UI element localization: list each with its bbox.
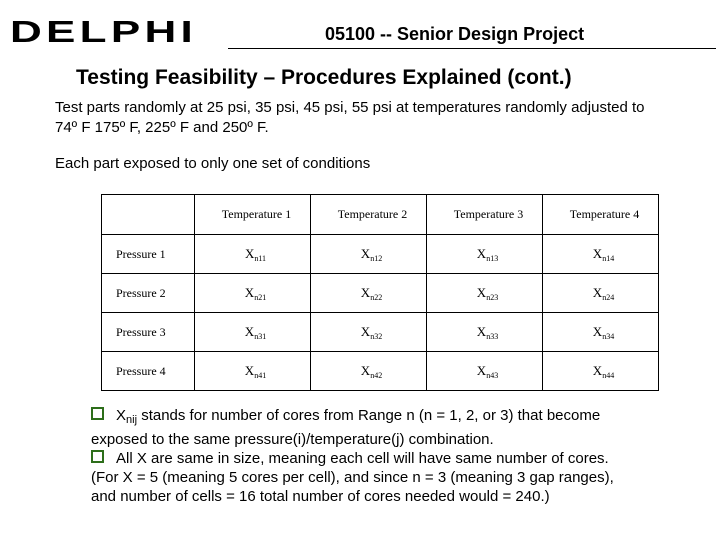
table-row: [102, 352, 659, 391]
table-header-row: [102, 195, 659, 235]
row-label: Pressure 1: [102, 235, 195, 274]
table-row: [102, 274, 659, 313]
table-cell: $X_{n23}$: [427, 274, 543, 313]
checkbox-bullet-icon: [91, 450, 104, 463]
table-cell: $X_{n33}$: [427, 313, 543, 352]
delphi-logo: DELPHI: [10, 14, 197, 49]
bullet-1-line-1: $X_{nij}$ stands for number of cores from Range n (n = 1, 2, or 3) that become: [91, 406, 671, 430]
table-cell: $X_{n41}$: [195, 352, 311, 391]
bullet-2-line-1: All X are same in size, meaning each cell will have same number of cores.: [91, 449, 671, 468]
row-label: Pressure 4: [102, 352, 195, 391]
conditions-note: Each part exposed to only one set of conditions: [55, 155, 371, 172]
bullet-2-line-2: (For X = 5 (meaning 5 cores per cell), and since n = 3 (meaning 3 gap ranges),: [91, 469, 614, 486]
table-cell: $X_{n24}$: [543, 274, 659, 313]
table-cell: $X_{n31}$: [195, 313, 311, 352]
table-cell: $X_{n13}$: [427, 235, 543, 274]
table-row: [102, 235, 659, 274]
table-cell: $X_{n32}$: [311, 313, 427, 352]
intro-line-1: Test parts randomly at 25 psi, 35 psi, 45 psi, 55 psi at temperatures randomly adjusted to: [55, 99, 645, 116]
column-header: Temperature 1: [195, 195, 311, 235]
table-cell: $X_{n12}$: [311, 235, 427, 274]
column-header: Temperature 2: [311, 195, 427, 235]
table-row: [102, 313, 659, 352]
table-cell: $X_{n34}$: [543, 313, 659, 352]
checkbox-bullet-icon: [91, 407, 104, 420]
table-corner-cell: [102, 195, 195, 235]
row-label: Pressure 3: [102, 313, 195, 352]
column-header: Temperature 3: [427, 195, 543, 235]
table-cell: $X_{n14}$: [543, 235, 659, 274]
intro-line-2: 74º F 175º F, 225º F and 250º F.: [55, 119, 269, 136]
bullet-2-line-3: and number of cells = 16 total number of cores needed would = 240.): [91, 488, 550, 505]
explanation-bullets: [91, 406, 671, 506]
pressure-temperature-matrix: [101, 194, 659, 391]
header-divider: [228, 48, 716, 49]
column-header: Temperature 4: [543, 195, 659, 235]
project-title: 05100 -- Senior Design Project: [325, 24, 585, 44]
table-cell: $X_{n43}$: [427, 352, 543, 391]
table-cell: $X_{n44}$: [543, 352, 659, 391]
intro-text: [55, 98, 705, 138]
slide-title: Testing Feasibility – Procedures Explained (cont.): [76, 66, 572, 89]
table-cell: $X_{n42}$: [311, 352, 427, 391]
bullet-1-line-2: exposed to the same pressure(i)/temperature(j) combination.: [91, 431, 494, 448]
table-cell: $X_{n22}$: [311, 274, 427, 313]
table-cell: $X_{n21}$: [195, 274, 311, 313]
table-cell: $X_{n11}$: [195, 235, 311, 274]
row-label: Pressure 2: [102, 274, 195, 313]
